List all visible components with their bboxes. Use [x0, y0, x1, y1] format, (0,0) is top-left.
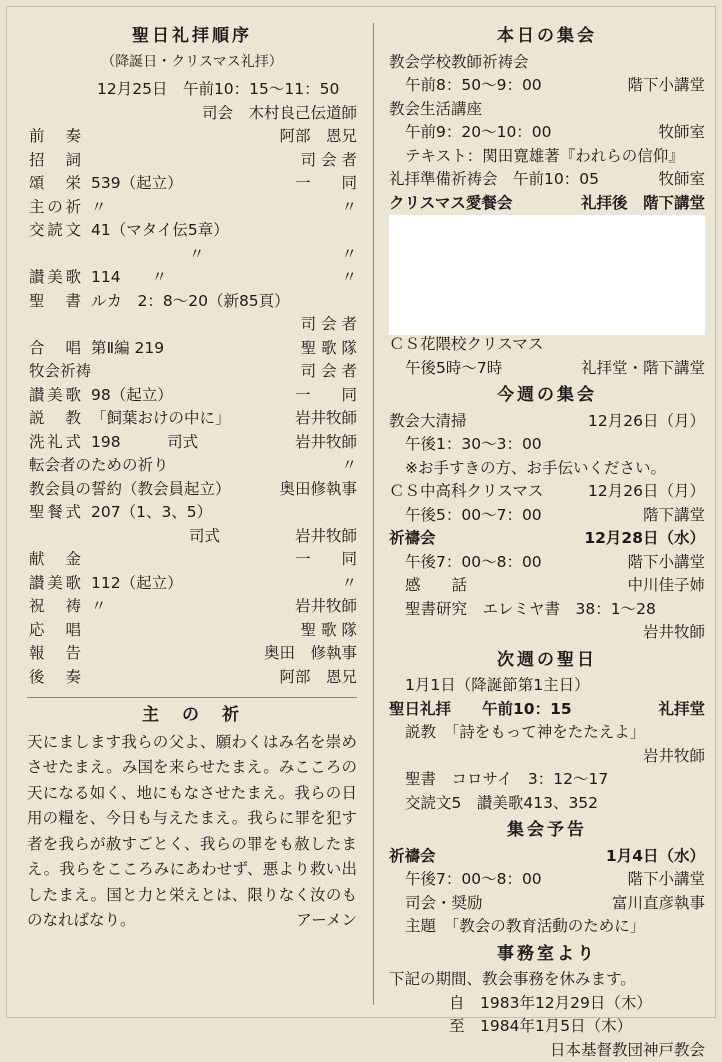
meeting-detail: 12月26日（月）	[588, 410, 705, 434]
order-item-detail: 98（起立）	[91, 386, 173, 404]
upcoming-meetings-list	[389, 845, 705, 939]
order-item-row	[27, 266, 357, 290]
meeting-text: 教会学校教師祈祷会	[389, 51, 529, 75]
order-item-row	[27, 407, 357, 431]
order-item-person: 聖 歌 隊	[301, 337, 357, 361]
bulletin-page	[6, 6, 716, 1018]
order-item-left	[27, 642, 264, 666]
order-item-person: 一 同	[295, 548, 357, 572]
next-sunday-list	[389, 674, 705, 815]
order-item-left	[27, 548, 295, 572]
meeting-row	[389, 574, 705, 598]
amen-text: アーメン	[296, 908, 357, 934]
meeting-text: 午前9：20～10：00	[405, 121, 552, 145]
meeting-text: 午前8：50～9：00	[405, 74, 542, 98]
today-meetings-list	[389, 51, 705, 216]
order-item-person: 一 同	[295, 172, 357, 196]
order-item-detail: 539（起立）	[91, 174, 183, 192]
meeting-row	[389, 74, 705, 98]
order-item-label: 聖 書	[29, 290, 81, 314]
order-item-label: 後 奏	[29, 666, 81, 690]
order-item-row	[27, 290, 357, 314]
meeting-text: 説教 「詩をもって神をたたえよ」	[405, 721, 645, 745]
order-item-person: 聖 歌 隊	[301, 619, 357, 643]
meeting-row	[389, 845, 705, 869]
order-item-row	[27, 337, 357, 361]
meeting-text: クリスマス愛餐会	[389, 192, 512, 216]
order-item-label: 頌 栄	[29, 172, 81, 196]
order-item-left	[27, 149, 301, 173]
order-item-label: 応 唱	[29, 619, 81, 643]
meeting-text: 1月1日（降誕節第1主日）	[405, 674, 590, 698]
meeting-text: テキスト：関田寛雄著『われらの信仰』	[405, 145, 684, 169]
cs-christmas-time-row	[389, 357, 705, 381]
meeting-detail: 富川直彦執事	[612, 892, 705, 916]
meeting-row	[389, 410, 705, 434]
order-item-person: 〃	[341, 196, 357, 220]
order-of-service-title: 聖日礼拝順序	[27, 25, 357, 49]
order-item-label: 前 奏	[29, 125, 81, 149]
meeting-detail: 12月28日（水）	[584, 527, 705, 551]
order-item-row	[27, 454, 357, 478]
order-item-row	[27, 384, 357, 408]
order-item-label: 招 詞	[29, 149, 81, 173]
lords-prayer-text	[27, 730, 357, 934]
meeting-row	[389, 915, 705, 939]
order-item-detail: 114 〃	[91, 268, 167, 286]
cs-christmas-time: 午後5時～7時	[405, 357, 502, 381]
meeting-text: 祈禱会	[389, 845, 436, 869]
order-item-left	[27, 196, 341, 220]
order-item-person: 阿部 恩兄	[279, 125, 357, 149]
order-item-label: 祝 祷	[29, 595, 81, 619]
order-item-detail: ルカ 2：8～20（新85頁）	[91, 292, 290, 310]
order-item-left	[27, 266, 341, 290]
today-meetings-title: 本日の集会	[389, 25, 705, 49]
week-meetings-list	[389, 410, 705, 645]
order-item-label: 合 唱	[29, 337, 81, 361]
order-item-row	[27, 219, 357, 243]
meeting-row	[389, 721, 705, 745]
order-item-row	[27, 619, 357, 643]
meeting-text: 司会・奨励	[405, 892, 483, 916]
order-item-person: 阿部 恩兄	[279, 666, 357, 690]
order-item-person: 岩井牧師	[295, 407, 357, 431]
right-column	[389, 21, 705, 1007]
order-item-label: 主の祈	[29, 196, 81, 220]
order-item-label: 説 教	[29, 407, 81, 431]
meeting-row	[389, 504, 705, 528]
order-item-row	[27, 642, 357, 666]
meeting-text: 祈禱会	[389, 527, 436, 551]
meeting-detail: 岩井牧師	[643, 621, 705, 645]
redacted-area-spacer	[389, 215, 705, 333]
service-date-time: 12月25日 午前10：15～11：50	[27, 78, 357, 102]
meeting-row	[389, 51, 705, 75]
order-item-left	[27, 666, 279, 690]
meeting-row	[389, 792, 705, 816]
order-item-row	[27, 431, 357, 455]
order-item-detail: 「飼葉おけの中に」	[91, 409, 231, 427]
order-item-person: 奥田 修執事	[264, 642, 357, 666]
meeting-row	[389, 768, 705, 792]
order-item-left	[27, 595, 295, 619]
meeting-row	[389, 698, 705, 722]
meeting-detail: 牧師室	[658, 121, 705, 145]
meeting-text: 礼拝準備祈祷会 午前10：05	[389, 168, 599, 192]
order-of-service-list	[27, 125, 357, 689]
meeting-detail: 階下小講堂	[627, 74, 705, 98]
cs-christmas-title: ＣＳ花隈校クリスマス	[389, 333, 705, 357]
order-item-left	[27, 290, 357, 314]
meeting-text: 午後1：30～3：00	[405, 433, 542, 457]
order-item-row	[27, 525, 357, 549]
meeting-row	[389, 480, 705, 504]
meeting-detail: 階下講堂	[643, 504, 705, 528]
meeting-row	[389, 551, 705, 575]
order-item-detail: 198 司式	[91, 433, 198, 451]
order-item-row	[27, 501, 357, 525]
section-divider	[27, 697, 357, 698]
order-item-label: 聖餐式	[29, 501, 81, 525]
presider-line: 司会 木村良己伝道師	[27, 102, 357, 126]
order-item-row	[27, 149, 357, 173]
office-notice-lead: 下記の期間、教会事務を休みます。	[389, 968, 705, 992]
order-item-left	[27, 384, 295, 408]
lords-prayer-body: 天にまします我らの父よ、願わくはみ名を崇めさせたまえ。み国を来らせたまえ。みこころの天になる如く、地にもなさせたまえ。我らの日用の糧を、今日も与えたまえ。我らに罪を犯す者を我らが赦すごとく、我らの罪をも赦したまえ。我らをこころみにあわせず、悪より救い出したまえ。国と力と栄えとは、限りなく汝のものなればなり。	[27, 733, 357, 930]
order-item-left	[27, 501, 357, 525]
office-closed-to: 至 1984年1月5日（木）	[389, 1015, 705, 1039]
order-item-detail: 〃	[91, 198, 107, 216]
order-item-left	[27, 219, 357, 243]
meeting-text: 教会大清掃	[389, 410, 467, 434]
next-sunday-title: 次週の聖日	[389, 649, 705, 673]
order-of-service-subtitle: （降誕日・クリスマス礼拝）	[27, 51, 357, 75]
office-closed-from: 自 1983年12月29日（木）	[389, 992, 705, 1016]
meeting-row	[389, 621, 705, 645]
meeting-text: 午後7：00～8：00	[405, 551, 542, 575]
meeting-detail: 礼拝堂	[658, 698, 705, 722]
meeting-text: 聖書 コロサイ 3：12～17	[405, 768, 608, 792]
order-item-detail: 41（マタイ伝5章）	[91, 221, 229, 239]
order-item-person: 〃	[341, 243, 357, 267]
order-item-left	[27, 337, 301, 361]
order-item-row	[27, 313, 357, 337]
column-divider	[373, 23, 374, 1005]
order-item-left	[27, 172, 295, 196]
meeting-row	[389, 527, 705, 551]
order-item-row	[27, 360, 357, 384]
meeting-text: 主題 「教会の教育活動のために」	[405, 915, 645, 939]
order-item-person: 司 会 者	[301, 313, 357, 337]
order-item-detail: 112（起立）	[91, 574, 183, 592]
order-item-row	[27, 666, 357, 690]
order-item-left	[27, 431, 295, 455]
lords-prayer-title: 主 の 祈	[27, 704, 357, 728]
order-item-label: 転会者のための祈り	[29, 456, 169, 474]
meeting-detail: 牧師室	[658, 168, 705, 192]
order-item-label: 讃美歌	[29, 384, 81, 408]
meeting-detail: 岩井牧師	[643, 745, 705, 769]
order-item-person: 奥田修執事	[279, 478, 357, 502]
meeting-row	[389, 98, 705, 122]
order-item-label: 献 金	[29, 548, 81, 572]
meeting-detail: 12月26日（月）	[588, 480, 705, 504]
order-item-left	[27, 407, 295, 431]
order-item-person: 岩井牧師	[295, 595, 357, 619]
order-item-label: 牧会祈祷	[29, 360, 81, 384]
order-item-left	[27, 525, 295, 549]
order-item-left	[27, 360, 301, 384]
order-item-row	[27, 172, 357, 196]
order-item-person: 〃	[341, 266, 357, 290]
order-item-row	[27, 478, 357, 502]
order-item-person: 司 会 者	[301, 360, 357, 384]
order-item-row	[27, 243, 357, 267]
order-item-person: 〃	[341, 454, 357, 478]
meeting-text: ＣＳ中高科クリスマス	[389, 480, 543, 504]
meeting-row	[389, 745, 705, 769]
order-item-row	[27, 196, 357, 220]
meeting-text: 感 話	[405, 574, 467, 598]
order-item-detail: 207（1、3、5）	[91, 503, 212, 521]
order-item-person: 〃	[341, 572, 357, 596]
order-item-label: 洗礼式	[29, 431, 81, 455]
meeting-detail: 礼拝後 階下講堂	[581, 192, 705, 216]
order-item-row	[27, 548, 357, 572]
order-item-left	[27, 243, 341, 267]
meeting-row	[389, 192, 705, 216]
church-name: 日本基督教団神戸教会	[389, 1039, 705, 1062]
order-item-detail: 〃	[29, 245, 205, 263]
meeting-text: 聖書研究 エレミヤ書 38：1～28	[405, 598, 656, 622]
order-item-person: 岩井牧師	[295, 525, 357, 549]
meeting-row	[389, 145, 705, 169]
order-item-detail: 第Ⅱ編 219	[91, 339, 164, 357]
upcoming-meetings-title: 集会予告	[389, 819, 705, 843]
meeting-row	[389, 674, 705, 698]
meeting-text: 午後7：00～8：00	[405, 868, 542, 892]
redacted-block	[389, 215, 705, 335]
week-meetings-title: 今週の集会	[389, 384, 705, 408]
order-item-left	[27, 125, 279, 149]
left-column	[27, 21, 357, 1007]
meeting-row	[389, 433, 705, 457]
meeting-detail: 階下小講堂	[627, 551, 705, 575]
order-item-person: 一 同	[295, 384, 357, 408]
order-item-left	[27, 478, 279, 502]
order-item-row	[27, 125, 357, 149]
meeting-text: 教会生活講座	[389, 98, 482, 122]
meeting-detail: 階下小講堂	[627, 868, 705, 892]
order-item-person: 司 会 者	[301, 149, 357, 173]
order-item-label: 教会員の誓約（教会員起立）	[29, 480, 231, 498]
order-item-person: 岩井牧師	[295, 431, 357, 455]
meeting-detail: 中川佳子姉	[627, 574, 705, 598]
order-item-label: 讃美歌	[29, 572, 81, 596]
meeting-row	[389, 868, 705, 892]
order-item-row	[27, 572, 357, 596]
order-item-label: 讃美歌	[29, 266, 81, 290]
meeting-text: 交読文5 讃美歌413、352	[405, 792, 598, 816]
cs-christmas-place: 礼拝堂・階下講堂	[581, 357, 705, 381]
order-item-left	[27, 572, 341, 596]
meeting-row	[389, 121, 705, 145]
order-item-row	[27, 595, 357, 619]
meeting-text: 午後5：00～7：00	[405, 504, 542, 528]
meeting-text: 聖日礼拝 午前10：15	[389, 698, 572, 722]
meeting-row	[389, 168, 705, 192]
order-item-left	[27, 454, 341, 478]
order-item-detail: 〃	[91, 597, 107, 615]
order-item-label: 交読文	[29, 219, 81, 243]
meeting-row	[389, 598, 705, 622]
meeting-detail: 1月4日（水）	[606, 845, 705, 869]
meeting-row	[389, 892, 705, 916]
order-item-detail: 司式	[29, 527, 220, 545]
meeting-text: ※お手すきの方、お手伝いください。	[405, 457, 666, 481]
office-notice-title: 事務室より	[389, 943, 705, 967]
meeting-row	[389, 457, 705, 481]
order-item-label: 報 告	[29, 642, 81, 666]
order-item-left	[27, 619, 301, 643]
